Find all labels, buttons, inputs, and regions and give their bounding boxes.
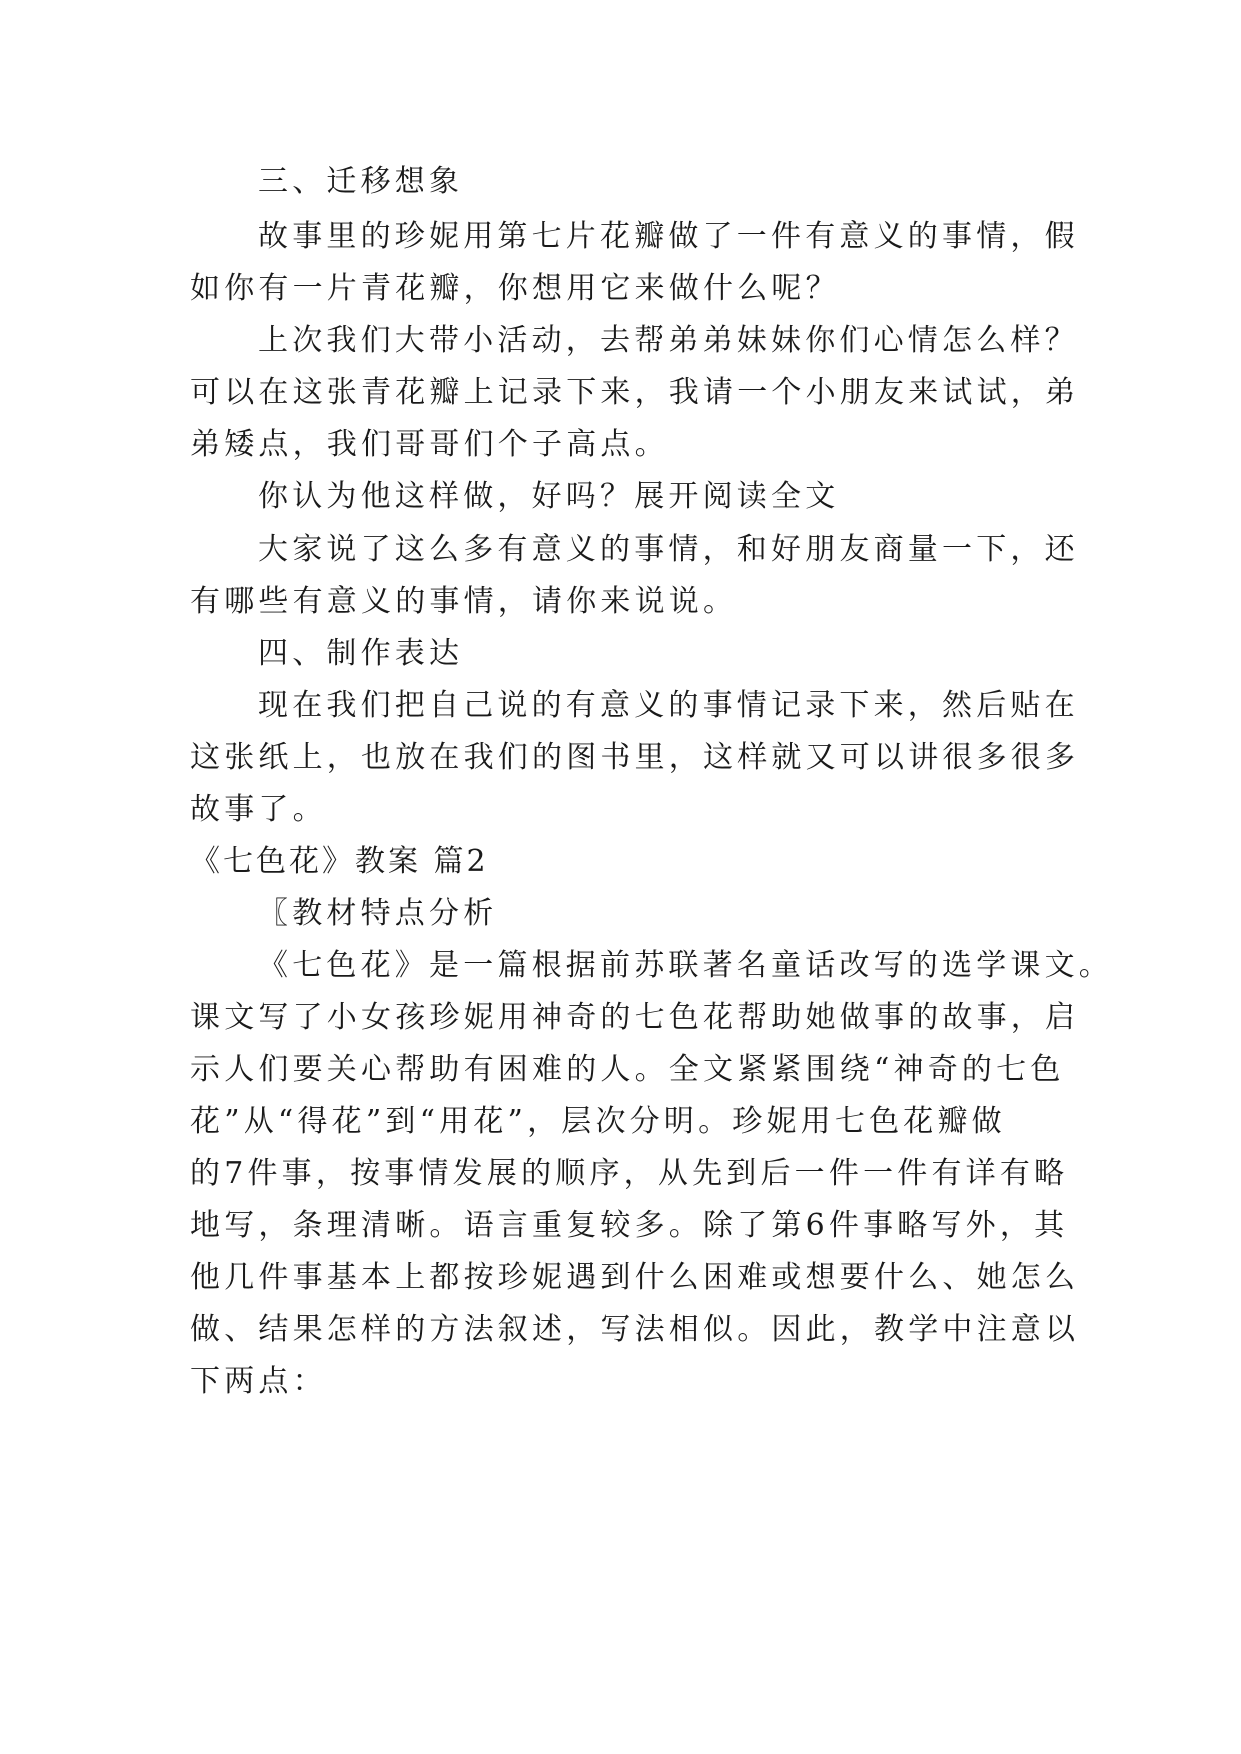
paragraph-line: 花”从“得花”到“用花”，层次分明。珍妮用七色花瓣做 (190, 1104, 1006, 1139)
paragraph-line: 大家说了这么多有意义的事情，和好朋友商量一下，还 (258, 532, 1079, 567)
paragraph-line: 故事里的珍妮用第七片花瓣做了一件有意义的事情，假 (258, 219, 1079, 254)
section-heading-transfer-imagination: 三、迁移想象 (258, 164, 464, 199)
paragraph-line: 做、结果怎样的方法叙述，写法相似。因此，教学中注意以 (190, 1312, 1080, 1347)
paragraph-line: 现在我们把自己说的有意义的事情记录下来，然后贴在 (258, 688, 1079, 723)
paragraph-line: 地写，条理清晰。语言重复较多。除了第6件事略写外，其 (190, 1208, 1069, 1243)
lesson-plan-title: 《七色花》教案 篇2 (190, 844, 489, 879)
paragraph-line: 示人们要关心帮助有困难的人。全文紧紧围绕“神奇的七色 (190, 1052, 1065, 1087)
paragraph-line: 你认为他这样做，好吗？展开阅读全文 (258, 479, 840, 514)
paragraph-line: 上次我们大带小活动，去帮弟弟妹妹你们心情怎么样？ (258, 323, 1079, 358)
paragraph-line: 这张纸上，也放在我们的图书里，这样就又可以讲很多很多 (190, 740, 1080, 775)
paragraph-line: 课文写了小女孩珍妮用神奇的七色花帮助她做事的故事，启 (190, 1000, 1080, 1035)
paragraph-line: 有哪些有意义的事情，请你来说说。 (190, 584, 738, 619)
paragraph-line: 《七色花》是一篇根据前苏联著名童话改写的选学课文。 (258, 948, 1113, 983)
paragraph-line: 他几件事基本上都按珍妮遇到什么困难或想要什么、她怎么 (190, 1260, 1080, 1295)
section-heading-material-analysis: 〖教材特点分析 (258, 896, 498, 931)
paragraph-line: 如你有一片青花瓣，你想用它来做什么呢？ (190, 271, 840, 306)
section-heading-make-express: 四、制作表达 (258, 636, 464, 671)
paragraph-line: 可以在这张青花瓣上记录下来，我请一个小朋友来试试，弟 (190, 375, 1080, 410)
paragraph-line: 下两点： (190, 1364, 327, 1399)
paragraph-line: 故事了。 (190, 792, 327, 827)
paragraph-line: 的7件事，按事情发展的顺序，从先到后一件一件有详有略 (190, 1156, 1069, 1191)
paragraph-line: 弟矮点，我们哥哥们个子高点。 (190, 427, 669, 462)
